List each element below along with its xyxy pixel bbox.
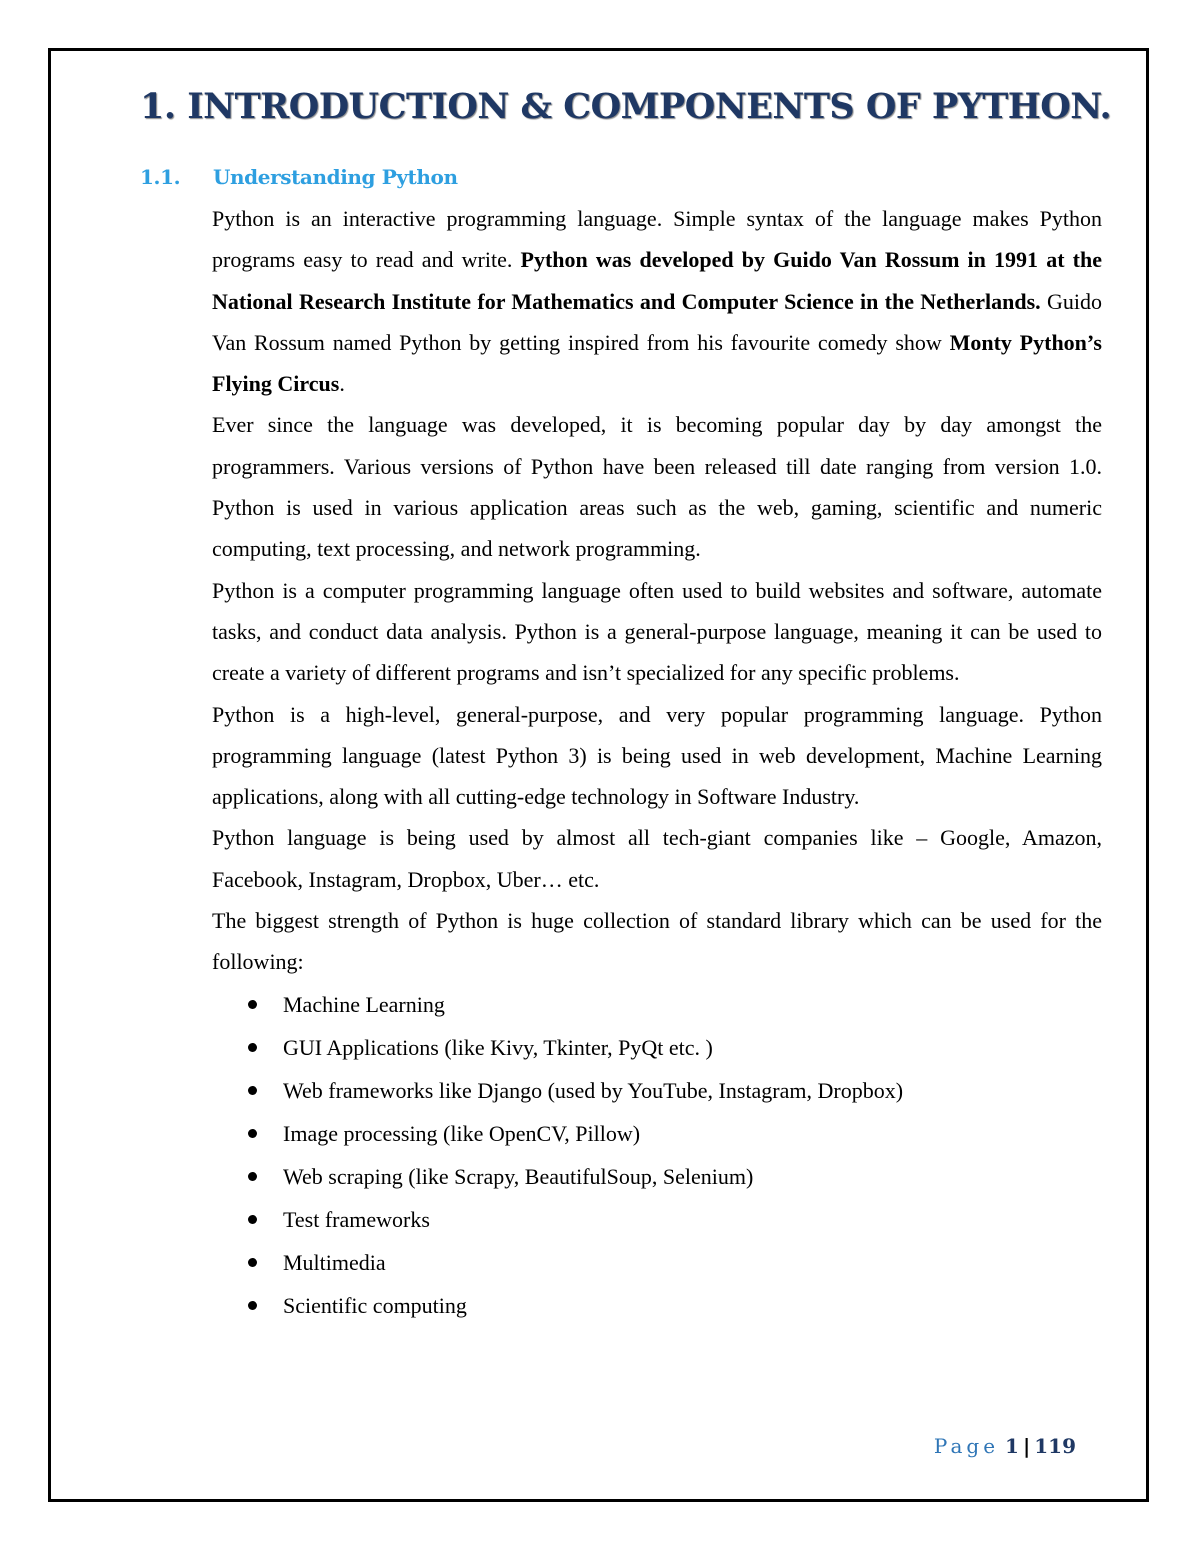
page-separator: | (1022, 1434, 1031, 1458)
page-number: 1 (1005, 1434, 1019, 1458)
list-item (212, 1112, 1102, 1155)
paragraph-popularity: Ever since the language was developed, it is becoming popular day by day amongst the programmers. Various versions of Python have been released till date ranging from version 1.0. Python is used in various application areas such as the web, gaming, scientific and numeric computing, text processing, and network programming. (212, 412, 1102, 562)
list-item-text: Multimedia (283, 1249, 386, 1275)
paragraph-companies: Python language is being used by almost all tech-giant companies like – Google, Amazon, Facebook, Instagram, Dropbox, Uber… etc. (212, 825, 1102, 892)
paragraph-high-level: Python is a high-level, general-purpose, and very popular programming language. Python programming language (latest Python 3) is being used in web development, Machine Learning applications, along with all cutting-edge technology in Software Industry. (212, 701, 1102, 810)
bullet-icon (248, 1000, 257, 1009)
page-label: Page (933, 1434, 1000, 1458)
paragraph-library: The biggest strength of Python is huge collection of standard library which can be used for the following: (212, 908, 1102, 975)
intro-bold-developer: Python was developed by Guido Van Rossum in 1991 at the National Research Institute for Mathematics and Computer Science in the Netherlands. (212, 247, 1102, 314)
bullet-icon (248, 1258, 257, 1267)
list-item (212, 1284, 1102, 1327)
list-item-text: Machine Learning (283, 991, 445, 1017)
section-title: Understanding Python (213, 165, 458, 189)
list-item-text: Web scraping (like Scrapy, BeautifulSoup, Selenium) (283, 1163, 754, 1189)
paragraph-intro (212, 198, 1102, 404)
library-uses-list (212, 983, 1102, 1327)
bullet-icon (248, 1086, 257, 1095)
list-item (212, 1155, 1102, 1198)
list-item-text: Scientific computing (283, 1292, 467, 1318)
list-item-text: Web frameworks like Django (used by YouTube, Instagram, Dropbox) (283, 1077, 904, 1103)
list-item-text: Test frameworks (283, 1206, 430, 1232)
bullet-icon (248, 1172, 257, 1181)
section-heading (140, 165, 458, 189)
list-item-text: GUI Applications (like Kivy, Tkinter, PyQt etc. ) (283, 1034, 713, 1060)
page-total: 119 (1034, 1434, 1076, 1458)
section-number: 1.1. (140, 165, 181, 189)
intro-text-3: . (339, 371, 345, 397)
list-item (212, 983, 1102, 1026)
chapter-title: 1. INTRODUCTION & COMPONENTS OF PYTHON. (140, 86, 1112, 127)
bullet-icon (248, 1301, 257, 1310)
intro-text-1: Python is an interactive programming language. Simple syntax of the language makes Python programs easy to read and write. (212, 206, 1102, 273)
list-item-text: Image processing (like OpenCV, Pillow) (283, 1120, 641, 1146)
bullet-icon (248, 1043, 257, 1052)
paragraph-general-purpose: Python is a computer programming language often used to build websites and software, automate tasks, and conduct data analysis. Python is a general-purpose language, meaning it can be used to create a variety of different programs and isn’t specialized for any specific problems. (212, 577, 1102, 686)
intro-text-2: Guido Van Rossum named Python by getting inspired from his favourite comedy show (212, 288, 1102, 355)
list-item (212, 1241, 1102, 1284)
body-text (212, 198, 1102, 1327)
page-footer (934, 1434, 1076, 1458)
intro-bold-show: Monty Python’s Flying Circus (212, 329, 1102, 397)
bullet-icon (248, 1129, 257, 1138)
list-item (212, 1198, 1102, 1241)
bullet-icon (248, 1215, 257, 1224)
list-item (212, 1069, 1102, 1112)
list-item (212, 1026, 1102, 1069)
